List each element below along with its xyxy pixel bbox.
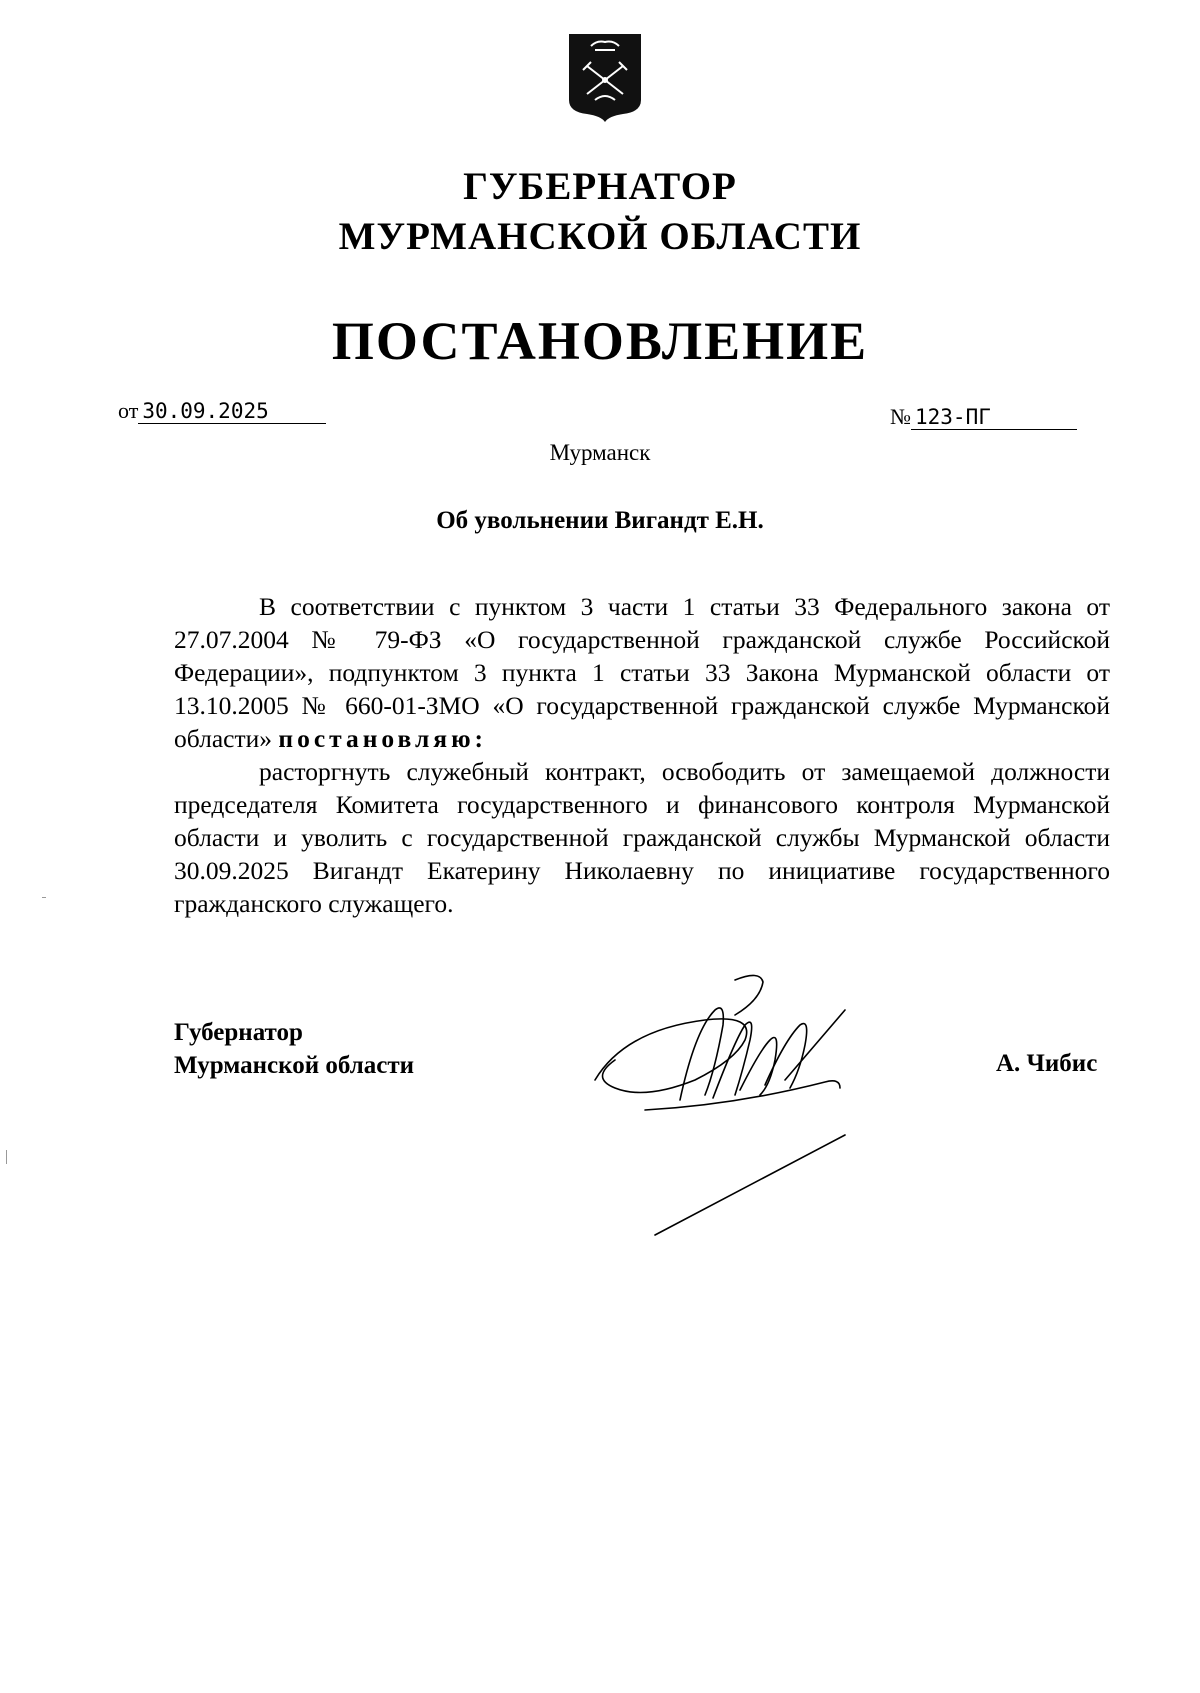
subject-heading: Об увольнении Вигандт Е.Н.: [436, 507, 764, 534]
signatory-name: А. Чибис: [996, 1050, 1098, 1077]
handwritten-signature: [585, 970, 915, 1250]
document-number: [890, 404, 1077, 430]
scan-mark: [6, 1150, 7, 1164]
decree-word: постановляю:: [278, 724, 488, 753]
document-date: [118, 398, 326, 424]
scan-mark: [42, 897, 46, 898]
number-prefix: №: [890, 404, 911, 429]
body-paragraph-2: расторгнуть служебный контракт, освободить от замещаемой должности председателя Комитета государственного и финансового контроля Мурманской области и уволить с государственной гражданской службы Мурманской области 30.09.2025 Вигандт Екатерину Николаевну по инициативе государственного гражданского служащего.: [174, 757, 1110, 918]
position-line-2: Мурманской области: [174, 1052, 415, 1079]
governor-heading: ГУБЕРНАТОР: [463, 165, 737, 208]
signatory-position: [174, 1016, 414, 1082]
body-paragraph-1: [174, 590, 1110, 755]
region-heading: МУРМАНСКОЙ ОБЛАСТИ: [338, 215, 862, 258]
document-body: [174, 590, 1110, 920]
date-prefix: от: [118, 398, 139, 423]
document-type-title: ПОСТАНОВЛЕНИЕ: [331, 311, 869, 371]
number-value: 123-ПГ: [911, 405, 1077, 430]
coat-of-arms-icon: [565, 30, 645, 124]
paragraph-1-text: В соответствии с пунктом 3 части 1 статьи 33 Федерального закона от 27.07.2004 № 79-ФЗ «О государственной гражданской службе Российской Федерации», подпунктом 3 пункта 1 статьи 33 Закона Мурманской области от 13.10.2005 № 660-01-ЗМО «О государственной гражданской службе Мурманской области»: [174, 592, 1110, 753]
date-value: 30.09.2025: [138, 399, 326, 424]
position-line-1: Губернатор: [174, 1019, 303, 1046]
city-label: Мурманск: [549, 440, 651, 465]
